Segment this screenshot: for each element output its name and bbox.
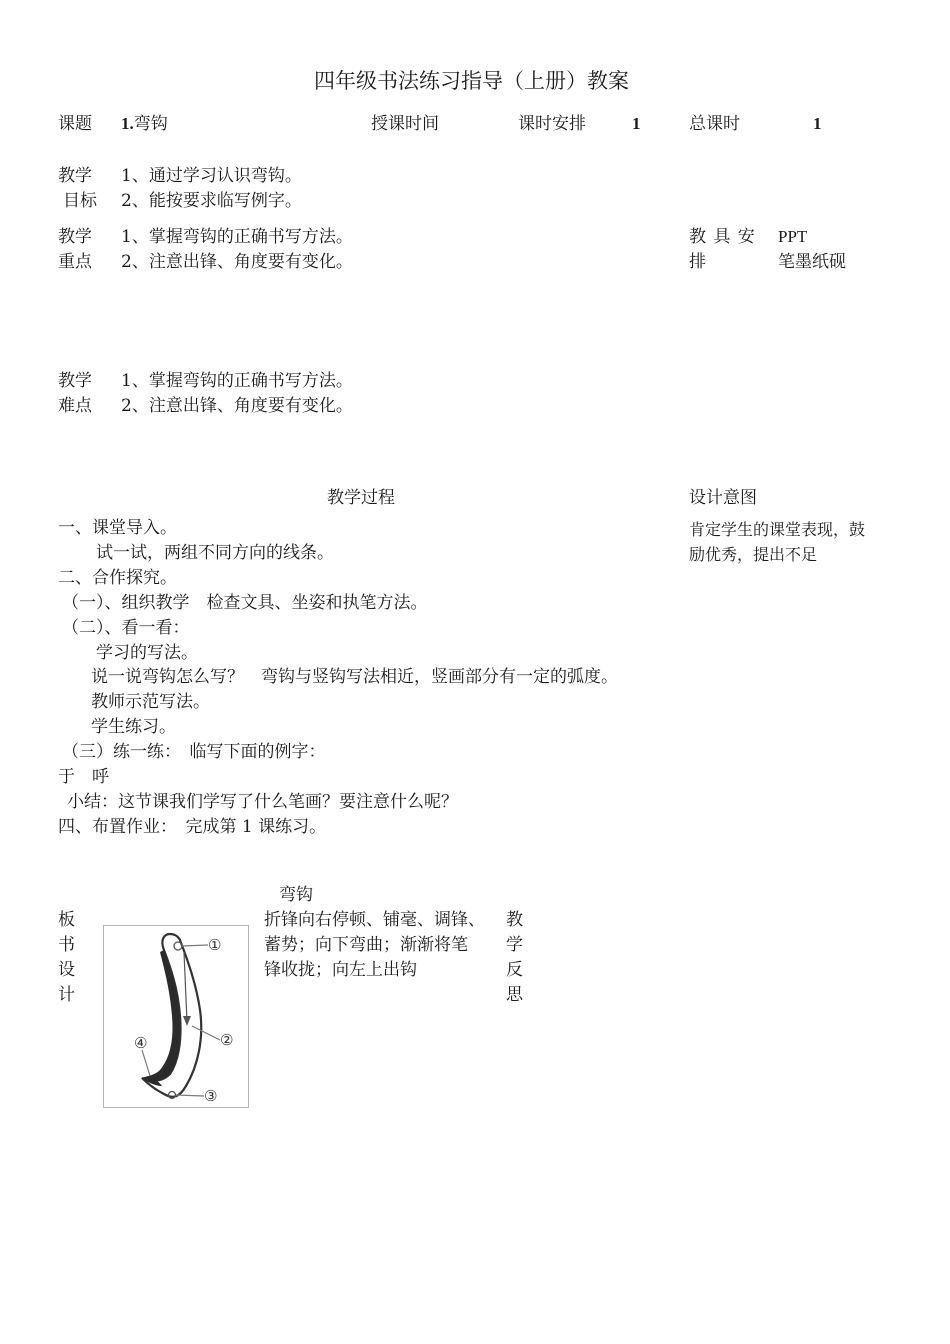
- tools-label-1: 教 具 安: [689, 227, 756, 247]
- process-line: 学习的写法。: [96, 643, 198, 663]
- process-line: （一）、组织教学 检查文具、坐姿和执笔方法。: [62, 593, 428, 613]
- process-line: 试一试，两组不同方向的线条。: [96, 543, 334, 563]
- goals-item: 1、通过学习认识弯钩。: [121, 166, 302, 186]
- goals-label-1: 教学: [58, 166, 92, 186]
- process-line: 二、合作探究。: [58, 568, 177, 588]
- total-value: 1: [813, 114, 822, 133]
- process-line: 四、布置作业： 完成第 1 课练习。: [58, 817, 327, 837]
- keypoints-label-1: 教学: [58, 227, 92, 247]
- design-text: 励优秀，提出不足: [689, 545, 818, 564]
- stroke-desc-line: 锋收拢；向左上出钩: [264, 960, 417, 980]
- process-line: 小结：这节课我们学写了什么笔画？要注意什么呢？: [67, 792, 458, 812]
- guide-line-3: [176, 1095, 204, 1096]
- topic-value: [121, 113, 168, 135]
- reflection-label-char: 学: [506, 935, 523, 955]
- stroke-desc-line: 蓄势；向下弯曲；渐渐将笔: [264, 935, 468, 955]
- guide-line-1: [182, 945, 208, 946]
- design-heading: 设计意图: [689, 488, 757, 508]
- tools-label-2: 排: [689, 252, 706, 272]
- difficulties-item: 2、注意出锋、角度要有变化。: [121, 396, 353, 416]
- tools-value-1: PPT: [778, 227, 808, 246]
- reflection-label-char: 教: [506, 910, 523, 930]
- goals-item: 2、能按要求临写例字。: [121, 191, 302, 211]
- process-line: （三）练一练： 临写下面的例字：: [62, 742, 326, 762]
- process-line: （二）、看一看：: [62, 618, 190, 638]
- board-label-char: 书: [58, 935, 75, 955]
- stroke-desc-line: 折锋向右停顿、铺毫、调锋、: [264, 910, 485, 930]
- marker-2: ②: [220, 1031, 234, 1049]
- goals-label-2: 目标: [63, 191, 97, 211]
- page-title: 四年级书法练习指导（上册）教案: [314, 69, 629, 93]
- curved-hook-stroke-illustration: [104, 926, 248, 1107]
- time-label: 授课时间: [371, 114, 439, 134]
- process-line: 学生练习。: [91, 717, 176, 737]
- marker-3: ③: [204, 1087, 218, 1105]
- board-label-char: 板: [58, 910, 75, 930]
- guide-line-4: [142, 1050, 150, 1076]
- difficulties-label-2: 难点: [58, 396, 92, 416]
- marker-4: ④: [134, 1034, 148, 1052]
- keypoints-label-2: 重点: [58, 252, 92, 272]
- difficulties-label-1: 教学: [58, 371, 92, 391]
- stroke-diagram-box: [103, 925, 249, 1108]
- board-label-char: 计: [58, 985, 75, 1005]
- process-line: 教师示范写法。: [91, 692, 210, 712]
- process-line: 一、课堂导入。: [58, 518, 177, 538]
- keypoints-item: 1、掌握弯钩的正确书写方法。: [121, 227, 353, 247]
- reflection-label-char: 反: [506, 960, 523, 980]
- stroke-outline: [142, 934, 201, 1097]
- design-text: 肯定学生的课堂表现，鼓: [689, 520, 866, 539]
- tools-value-2: 笔墨纸砚: [778, 252, 846, 272]
- total-label: 总课时: [689, 114, 740, 134]
- topic-label: 课题: [58, 114, 92, 134]
- process-line: 于 呼: [58, 767, 109, 787]
- marker-1: ①: [208, 936, 222, 954]
- arrange-value: 1: [632, 114, 641, 133]
- arrange-label: 课时安排: [518, 114, 586, 134]
- process-line: 说一说弯钩怎么写？ 弯钩与竖钩写法相近，竖画部分有一定的弧度。: [91, 667, 618, 687]
- stroke-title: 弯钩: [279, 885, 313, 905]
- topic-text: 弯钩: [133, 114, 168, 134]
- difficulties-item: 1、掌握弯钩的正确书写方法。: [121, 371, 353, 391]
- process-heading: 教学过程: [327, 488, 395, 508]
- reflection-label-char: 思: [506, 985, 523, 1005]
- keypoints-item: 2、注意出锋、角度要有变化。: [121, 252, 353, 272]
- topic-number: 1.: [121, 114, 134, 133]
- board-label-char: 设: [58, 960, 75, 980]
